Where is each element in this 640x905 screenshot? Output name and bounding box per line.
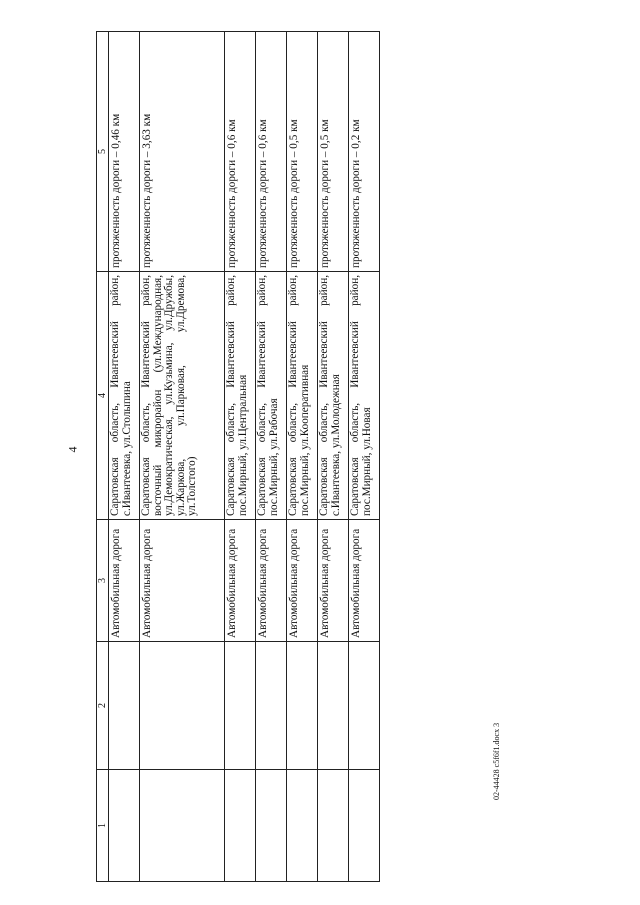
length-cell: протяженность дороги – 0,2 км xyxy=(349,32,380,272)
object-type-cell: Автомобильная дорога xyxy=(109,520,140,642)
address-cell: Саратовская область, Ивантеевский район, пос.Мирный, ул.Новая xyxy=(349,272,380,520)
col2-cell xyxy=(256,642,287,770)
address-cell: Саратовская область, Ивантеевский район, пос.Мирный, ул.Центральная xyxy=(225,272,256,520)
header-cell: 2 xyxy=(97,642,109,770)
object-type-cell: Автомобильная дорога xyxy=(140,520,225,642)
number-cell xyxy=(318,770,349,882)
col2-cell xyxy=(109,642,140,770)
length-cell: протяженность дороги – 3,63 км xyxy=(140,32,225,272)
object-type-cell: Автомобильная дорога xyxy=(256,520,287,642)
col2-cell xyxy=(349,642,380,770)
number-cell xyxy=(287,770,318,882)
header-cell: 5 xyxy=(97,32,109,272)
length-cell: протяженность дороги – 0,6 км xyxy=(225,32,256,272)
address-cell: Саратовская область, Ивантеевский район, пос.Мирный, ул.Кооперативная xyxy=(287,272,318,520)
table-row xyxy=(225,32,256,882)
table-row xyxy=(140,32,225,882)
col2-cell xyxy=(318,642,349,770)
table-row xyxy=(256,32,287,882)
number-cell xyxy=(349,770,380,882)
table-row xyxy=(287,32,318,882)
address-cell: Саратовская область, Ивантеевский район, с.Ивантеевка, ул.Столыпина xyxy=(109,272,140,520)
object-type-cell: Автомобильная дорога xyxy=(349,520,380,642)
header-cell: 3 xyxy=(97,520,109,642)
object-type-cell: Автомобильная дорога xyxy=(318,520,349,642)
table-row xyxy=(318,32,349,882)
table-row xyxy=(349,32,380,882)
number-cell xyxy=(225,770,256,882)
table-row xyxy=(109,32,140,882)
header-cell: 1 xyxy=(97,770,109,882)
page-number: 4 xyxy=(65,446,80,453)
length-cell: протяженность дороги – 0,5 км xyxy=(287,32,318,272)
document-footer: 02-44428 c5f6f1.docx 3 xyxy=(492,722,501,800)
object-type-cell: Автомобильная дорога xyxy=(287,520,318,642)
col2-cell xyxy=(287,642,318,770)
address-cell: Саратовская область, Ивантеевский район, пос.Мирный, ул.Рабочая xyxy=(256,272,287,520)
header-row xyxy=(97,32,109,882)
number-cell xyxy=(109,770,140,882)
address-cell: Саратовская область, Ивантеевский район, с.Ивантеевка, ул.Молодежная xyxy=(318,272,349,520)
rotated-table-container xyxy=(96,32,386,882)
object-type-cell: Автомобильная дорога xyxy=(225,520,256,642)
number-cell xyxy=(140,770,225,882)
number-cell xyxy=(256,770,287,882)
length-cell: протяженность дороги – 0,6 км xyxy=(256,32,287,272)
roads-table xyxy=(96,31,380,882)
length-cell: протяженность дороги – 0,5 км xyxy=(318,32,349,272)
address-cell: Саратовская область, Ивантеевский район, восточный микрорайон (ул.Международная, ул.Демократическая, ул.Кузьмина, ул.Дружбы, ул.Жаркова, ул.Парковая, ул.Дремова, ул.Толстого) xyxy=(140,272,225,520)
header-cell: 4 xyxy=(97,272,109,520)
col2-cell xyxy=(225,642,256,770)
col2-cell xyxy=(140,642,225,770)
length-cell: протяженность дороги – 0,46 км xyxy=(109,32,140,272)
